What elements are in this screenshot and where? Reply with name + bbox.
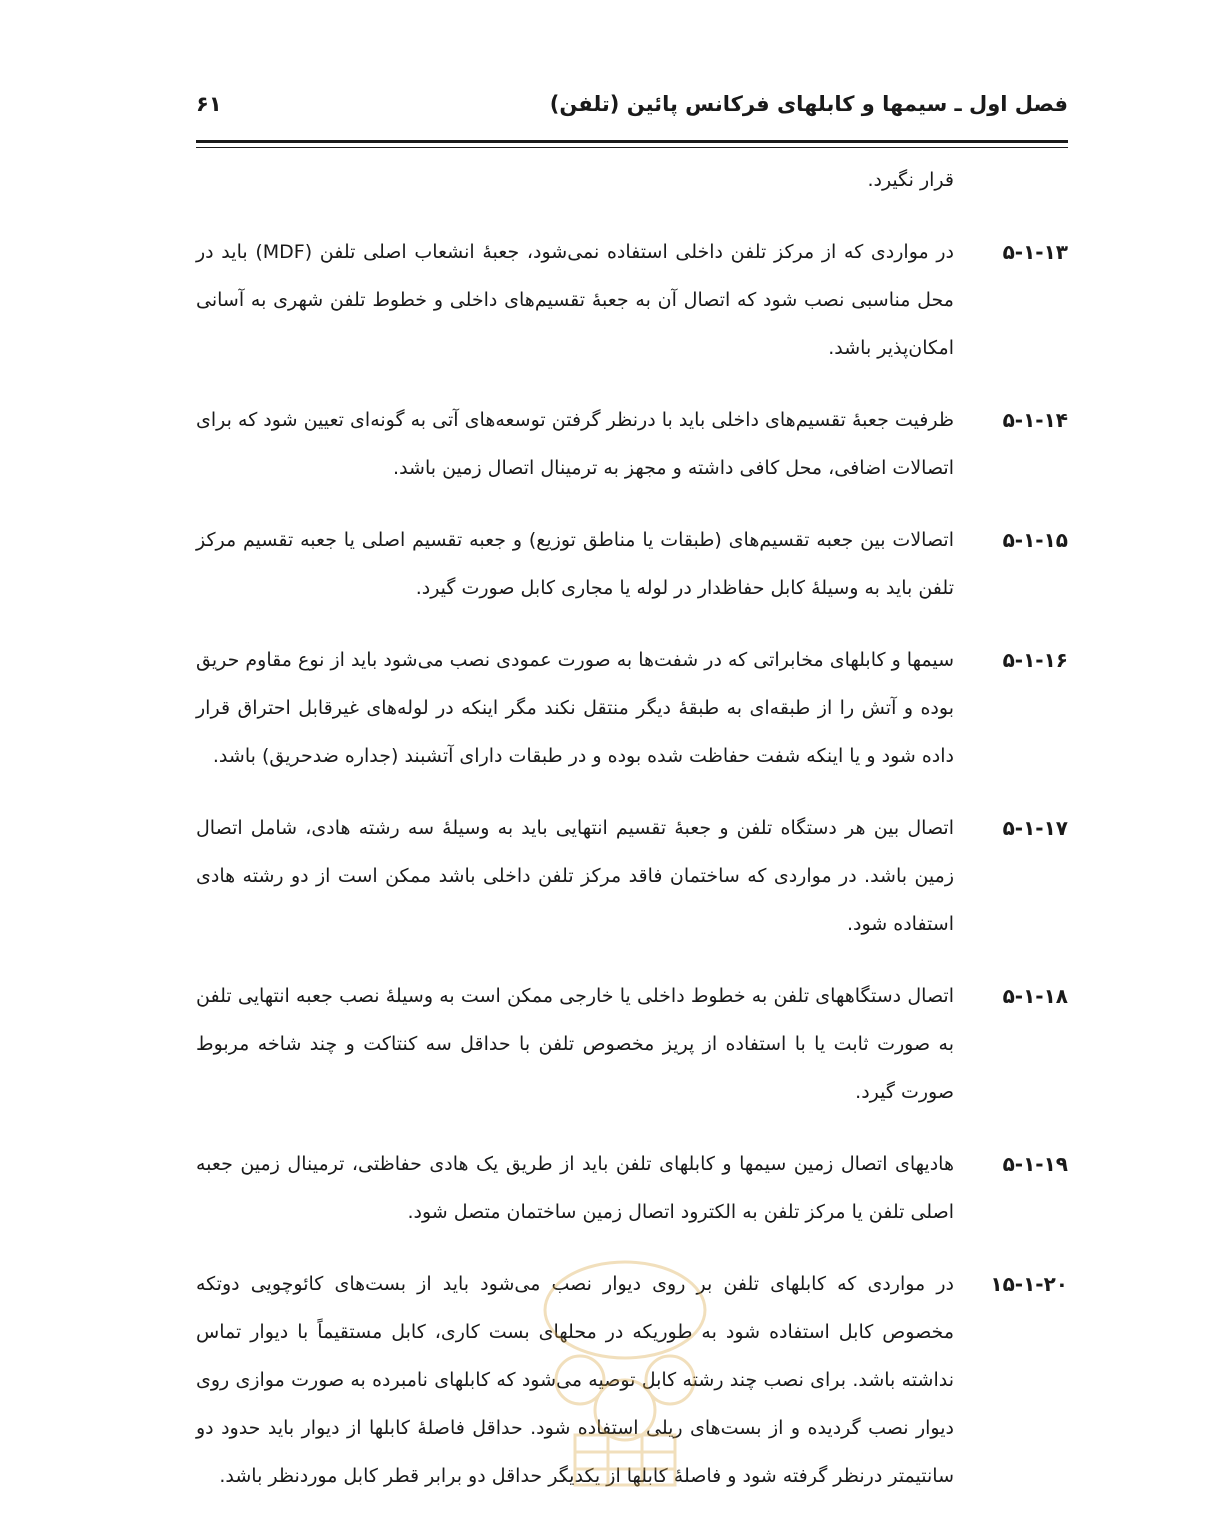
section-number: ۵-۱-۱۵ (1002, 528, 1068, 552)
watermark-seal (520, 1250, 730, 1500)
page-number: ۶۱ (196, 92, 222, 116)
continued-paragraph: قرار نگیرد. (867, 169, 954, 191)
section-text: اتصالات بین جعبه تقسیم‌های (طبقات یا مناطق توزیع) و جعبه تقسیم اصلی یا جعبه تقسیم مرکز تلفن باید به وسیلهٔ کابل حفاظدار در لوله یا مجاری کابل صورت گیرد. (196, 529, 954, 599)
chapter-title: فصل اول ـ سیمها و کابلهای فرکانس پائین (تلفن) (549, 92, 1068, 116)
section-5-1-17 (196, 804, 1068, 948)
section-5-1-15 (196, 516, 1068, 612)
section-number: ۵-۱-۱۶ (1002, 648, 1068, 672)
header-rule-thick (196, 140, 1068, 143)
section-number: ۵-۱-۱۷ (1002, 816, 1068, 840)
section-number: ۵-۱-۱۳ (1002, 240, 1068, 264)
section-text: سیمها و کابلهای مخابراتی که در شفت‌ها به صورت عمودی نصب می‌شود باید از نوع مقاوم حریق بوده و آتش را از طبقه‌ای به طبقهٔ دیگر منتقل نکند مگر اینکه در لوله‌های غیرقابل احتراق قرار داده شود و یا اینکه شفت حفاظت شده بوده و در طبقات دارای آتشبند (جداره ضدحریق) باشد. (196, 649, 954, 767)
section-number: ۵-۱-۱۴ (1002, 408, 1068, 432)
section-text: ظرفیت جعبهٔ تقسیم‌های داخلی باید با درنظر گرفتن توسعه‌های آتی به گونه‌ای تعیین شود که برای اتصالات اضافی، محل کافی داشته و مجهز به ترمینال اتصال زمین باشد. (196, 409, 954, 479)
section-5-1-19 (196, 1140, 1068, 1236)
section-number: ۱۵-۱-۲۰ (990, 1272, 1068, 1296)
section-5-1-13 (196, 228, 1068, 372)
page-header (196, 92, 1068, 132)
section-5-1-18 (196, 972, 1068, 1116)
section-text: در مواردی که از مرکز تلفن داخلی استفاده نمی‌شود، جعبهٔ انشعاب اصلی تلفن (MDF) باید در محل مناسبی نصب شود که اتصال آن به جعبهٔ تقسیم‌های داخلی و خطوط تلفن شهری به آسانی امکان‌پذیر باشد. (196, 241, 954, 359)
section-text: در مواردی که کابلهای تلفن بر روی دیوار نصب می‌شود باید از بست‌های کائوچویی دوتکه مخصوص کابل استفاده شود به طوریکه در محلهای بست کاری، کابل مستقیماً با دیوار تماس نداشته باشد. برای نصب چند رشته کابل توصیه می‌شود که کابلهای نامبرده به صورت موازی روی دیوار نصب گردیده و از بست‌های ریلی استفاده شود. حداقل فاصلهٔ کابلها از دیوار باید حدود دو سانتیمتر درنظر گرفته شود و فاصلهٔ کابلها از یکدیگر حداقل دو برابر قطر کابل موردنظر باشد. (196, 1273, 954, 1487)
section-text: اتصال بین هر دستگاه تلفن و جعبهٔ تقسیم انتهایی باید به وسیلهٔ سه رشته هادی، شامل اتصال زمین باشد. در مواردی که ساختمان فاقد مرکز تلفن داخلی باشد ممکن است از دو رشته هادی استفاده شود. (196, 817, 954, 935)
section-number: ۵-۱-۱۸ (1002, 984, 1068, 1008)
header-rule-thin (196, 147, 1068, 148)
section-5-1-16 (196, 636, 1068, 780)
section-number: ۵-۱-۱۹ (1002, 1152, 1068, 1176)
section-text: اتصال دستگاههای تلفن به خطوط داخلی یا خارجی ممکن است به وسیلهٔ نصب جعبه انتهایی تلفن به صورت ثابت یا با استفاده از پریز مخصوص تلفن با حداقل سه کنتاکت و چند شاخه مربوط صورت گیرد. (196, 985, 954, 1103)
section-5-1-14 (196, 396, 1068, 492)
section-text: هادیهای اتصال زمین سیمها و کابلهای تلفن باید از طریق یک هادی حفاظتی، ترمینال زمین جعبه اصلی تلفن یا مرکز تلفن به الکترود اتصال زمین ساختمان متصل شود. (196, 1153, 954, 1223)
